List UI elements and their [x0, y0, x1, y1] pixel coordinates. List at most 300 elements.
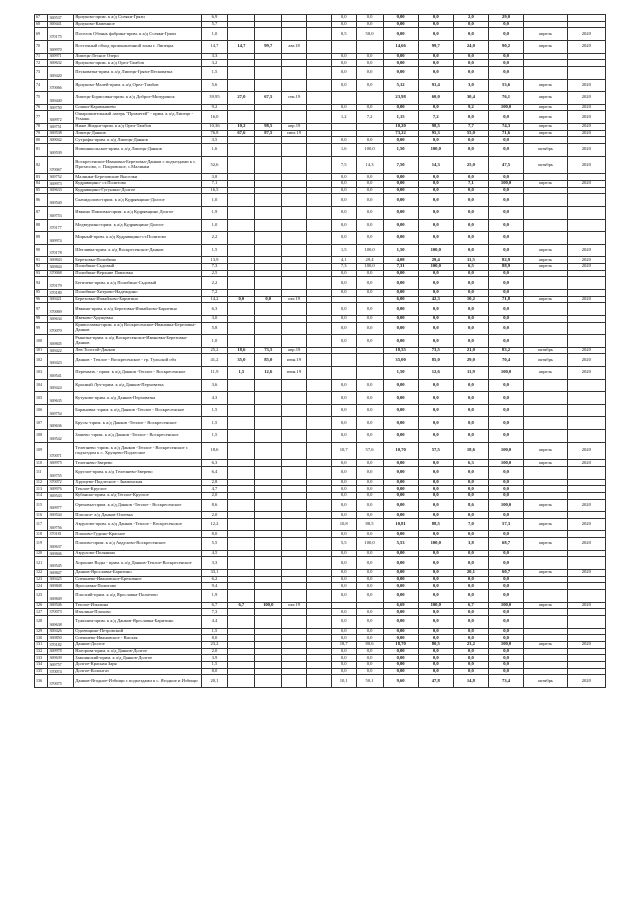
- value-g2: 29,0: [453, 354, 488, 367]
- value-d1: [228, 518, 255, 531]
- plan-year: [567, 628, 605, 635]
- road-code: 369847: [48, 570, 74, 577]
- value-g2: 0,0: [453, 466, 488, 479]
- value-f1: 0,0: [356, 531, 383, 538]
- row-number: 119: [35, 538, 48, 551]
- table-row: [35, 40, 606, 53]
- value-g1: 95,3: [418, 130, 453, 137]
- road-code: 370069: [48, 303, 74, 316]
- plan-year: 2020: [567, 104, 605, 111]
- value-f2: 0,00: [383, 466, 418, 479]
- road-code: 369539: [48, 144, 74, 157]
- value-h: 0,0: [488, 137, 523, 144]
- value-g2: 0,0: [453, 531, 488, 538]
- value-e2: 0,0: [331, 232, 356, 245]
- value-d2: 73,5: [255, 347, 282, 354]
- value-e2: 0,0: [331, 668, 356, 675]
- value-h: 76,1: [488, 92, 523, 105]
- road-code: 369844: [48, 263, 74, 270]
- value-g1: 0,0: [418, 335, 453, 348]
- row-number: 94: [35, 277, 48, 290]
- value-d1: [228, 417, 255, 430]
- value-f2: 0,00: [383, 335, 418, 348]
- value-d2: [255, 187, 282, 194]
- road-length: 9,2: [201, 104, 228, 111]
- road-length: 3,3: [201, 53, 228, 60]
- value-g2: 0,0: [453, 219, 488, 232]
- road-code: 369971: [48, 53, 74, 60]
- value-g2: 0,0: [453, 609, 488, 616]
- value-e1: [307, 512, 332, 519]
- value-f1: 0,0: [356, 219, 383, 232]
- table-row: [35, 244, 606, 257]
- value-h: 53,6: [488, 79, 523, 92]
- table-row: [35, 628, 606, 635]
- repair-date: [282, 263, 307, 270]
- value-f1: 0,0: [356, 15, 383, 22]
- value-f1: 14,3: [356, 156, 383, 174]
- value-h: 0,0: [488, 616, 523, 629]
- value-f1: 0,0: [356, 137, 383, 144]
- value-g1: 0,0: [418, 616, 453, 629]
- table-row: [35, 206, 606, 219]
- value-e1: [307, 662, 332, 669]
- value-g1: 0,0: [418, 550, 453, 557]
- value-e2: 0,0: [331, 583, 356, 590]
- road-code: 369421: [48, 296, 74, 303]
- road-length: 6,3: [201, 303, 228, 316]
- road-code: 369545: [48, 557, 74, 570]
- road-name: Полибино-Хитрово-Надеждино: [74, 289, 201, 296]
- value-g2: 0,0: [453, 404, 488, 417]
- value-h: 83,2: [488, 347, 523, 354]
- repair-date: [282, 144, 307, 157]
- row-number: 99: [35, 322, 48, 335]
- value-d1: [228, 486, 255, 493]
- value-e1: [307, 379, 332, 392]
- value-g2: 0,0: [453, 66, 488, 79]
- table-row: [35, 492, 606, 499]
- road-name: Замоянский-прим. к а/д Данков-Долгое: [74, 655, 201, 662]
- road-length: 9,4: [201, 583, 228, 590]
- row-number: 124: [35, 583, 48, 590]
- plan-month: [524, 430, 567, 443]
- value-g2: 14,8: [453, 675, 488, 688]
- plan-month: [524, 392, 567, 405]
- value-e1: [307, 642, 332, 649]
- repair-date: сен.19: [282, 92, 307, 105]
- value-g1: 0,0: [418, 668, 453, 675]
- table-row: [35, 144, 606, 157]
- road-code: 369972: [48, 111, 74, 124]
- value-d2: [255, 662, 282, 669]
- table-row: [35, 347, 606, 354]
- road-length: 14,2: [201, 296, 228, 303]
- repair-date: [282, 486, 307, 493]
- value-e1: [307, 322, 332, 335]
- value-g2: 0,0: [453, 583, 488, 590]
- value-g2: 10,2: [453, 296, 488, 303]
- value-d1: [228, 137, 255, 144]
- plan-month: [524, 486, 567, 493]
- value-e2: 0,0: [331, 576, 356, 583]
- repair-date: [282, 655, 307, 662]
- plan-month: апрель: [524, 257, 567, 264]
- value-e1: [307, 347, 332, 354]
- value-e2: 18,7: [331, 642, 356, 649]
- value-d1: 0,0: [228, 296, 255, 303]
- plan-year: [567, 335, 605, 348]
- repair-date: [282, 675, 307, 688]
- table-row: [35, 263, 606, 270]
- table-row: [35, 609, 606, 616]
- repair-date: [282, 219, 307, 232]
- plan-year: [567, 315, 605, 322]
- value-d2: [255, 21, 282, 28]
- row-number: 129: [35, 628, 48, 635]
- value-f2: 0,00: [383, 499, 418, 512]
- value-h: 0,0: [488, 628, 523, 635]
- value-e2: 1,6: [331, 144, 356, 157]
- road-length: 7,3: [201, 263, 228, 270]
- row-number: 116: [35, 512, 48, 519]
- plan-month: [524, 15, 567, 22]
- row-number: 67: [35, 15, 48, 22]
- value-g2: 0,0: [453, 417, 488, 430]
- table-row: [35, 550, 606, 557]
- row-number: 98: [35, 315, 48, 322]
- road-length: 3,9: [201, 655, 228, 662]
- value-e1: [307, 609, 332, 616]
- road-length: 2,2: [201, 232, 228, 245]
- value-e1: [307, 392, 332, 405]
- plan-month: [524, 60, 567, 67]
- value-d2: [255, 263, 282, 270]
- repair-date: [282, 590, 307, 603]
- table-row: [35, 538, 606, 551]
- value-f2: 0,00: [383, 104, 418, 111]
- value-h: 29,0: [488, 15, 523, 22]
- value-d2: [255, 466, 282, 479]
- road-length: 3,8: [201, 174, 228, 181]
- value-e1: [307, 194, 332, 207]
- value-f1: [356, 347, 383, 354]
- value-e2: 0,0: [331, 417, 356, 430]
- value-g2: 0,0: [453, 486, 488, 493]
- plan-month: апрель: [524, 296, 567, 303]
- value-h: 0,0: [488, 417, 523, 430]
- value-g1: 0,0: [418, 590, 453, 603]
- plan-month: апрель: [524, 28, 567, 41]
- value-e2: [331, 296, 356, 303]
- plan-month: [524, 187, 567, 194]
- repair-date: [282, 79, 307, 92]
- value-g2: 0,0: [453, 277, 488, 290]
- road-length: 8,0: [201, 635, 228, 642]
- plan-year: [567, 187, 605, 194]
- value-d2: 85,0: [255, 354, 282, 367]
- value-d2: [255, 137, 282, 144]
- value-h: 0,0: [488, 531, 523, 538]
- plan-month: апрель: [524, 79, 567, 92]
- value-e2: 0,0: [331, 460, 356, 467]
- road-name: Долгое-Красная Заря: [74, 662, 201, 669]
- value-f1: 0,0: [356, 486, 383, 493]
- value-g2: 0,0: [453, 576, 488, 583]
- road-code: 370067: [48, 156, 74, 174]
- value-d1: [228, 53, 255, 60]
- row-number: 125: [35, 590, 48, 603]
- value-g1: 0,0: [418, 430, 453, 443]
- value-e1: [307, 430, 332, 443]
- road-code: 369752: [48, 174, 74, 181]
- repair-date: [282, 15, 307, 22]
- road-code: 369755: [48, 466, 74, 479]
- repair-date: [282, 180, 307, 187]
- value-g2: 0,0: [453, 137, 488, 144]
- road-repair-table: [34, 14, 606, 688]
- road-length: 2,0: [201, 512, 228, 519]
- road-name: Круглое-прим. к а/д Телепнево-Зверево: [74, 466, 201, 479]
- value-g1: 0,0: [418, 53, 453, 60]
- row-number: 115: [35, 499, 48, 512]
- repair-date: [282, 499, 307, 512]
- road-code: 369849: [48, 590, 74, 603]
- value-f1: [356, 602, 383, 609]
- repair-date: [282, 322, 307, 335]
- plan-year: [567, 379, 605, 392]
- road-length: 1,5: [201, 662, 228, 669]
- repair-date: июн.19: [282, 354, 307, 367]
- row-number: 100: [35, 335, 48, 348]
- value-d1: [228, 668, 255, 675]
- value-e2: 0,0: [331, 404, 356, 417]
- value-h: 100,0: [488, 642, 523, 649]
- value-g1: 0,0: [418, 277, 453, 290]
- plan-month: апрель: [524, 602, 567, 609]
- value-e1: [307, 486, 332, 493]
- value-d2: [255, 492, 282, 499]
- plan-month: [524, 404, 567, 417]
- road-code: 370178: [48, 244, 74, 257]
- plan-year: [567, 512, 605, 519]
- value-e1: [307, 79, 332, 92]
- value-f2: 0,00: [383, 194, 418, 207]
- value-f1: 0,0: [356, 315, 383, 322]
- plan-month: апрель: [524, 460, 567, 467]
- value-d1: [228, 430, 255, 443]
- value-d2: [255, 417, 282, 430]
- table-row: [35, 187, 606, 194]
- road-code: 369440: [48, 92, 74, 105]
- value-f2: 7,31: [383, 263, 418, 270]
- road-code: 370175: [48, 28, 74, 41]
- value-f2: 10,81: [383, 518, 418, 531]
- plan-month: [524, 628, 567, 635]
- value-g1: 100,0: [418, 538, 453, 551]
- road-name: Медведчино-прим. к а/д Кудрявщино-Долгое: [74, 219, 201, 232]
- value-g2: 7,7: [453, 124, 488, 131]
- value-d1: [228, 66, 255, 79]
- repair-date: [282, 479, 307, 486]
- value-e2: 0,0: [331, 270, 356, 277]
- value-f1: 0,0: [356, 379, 383, 392]
- value-f2: 0,00: [383, 550, 418, 557]
- value-e1: [307, 602, 332, 609]
- row-number: 131: [35, 642, 48, 649]
- table-row: [35, 417, 606, 430]
- value-f1: 0,0: [356, 668, 383, 675]
- road-length: 1,5: [201, 430, 228, 443]
- value-d2: [255, 518, 282, 531]
- table-row: [35, 655, 606, 662]
- plan-month: [524, 379, 567, 392]
- value-d2: [255, 335, 282, 348]
- value-f2: 6,00: [383, 296, 418, 303]
- road-code: 369538: [48, 130, 74, 137]
- value-h: 0,0: [488, 590, 523, 603]
- value-g1: 0,0: [418, 417, 453, 430]
- plan-month: [524, 648, 567, 655]
- plan-year: [567, 635, 605, 642]
- value-d2: [255, 379, 282, 392]
- table-row: [35, 367, 606, 380]
- road-name: Скачидолово-прим. к а/д Кудрявщино-Долгое: [74, 194, 201, 207]
- row-number: 93: [35, 270, 48, 277]
- plan-year: [567, 466, 605, 479]
- value-g1: 91,4: [418, 79, 453, 92]
- repair-date: [282, 576, 307, 583]
- table-row: [35, 602, 606, 609]
- value-e1: [307, 570, 332, 577]
- value-d2: [255, 648, 282, 655]
- repair-date: [282, 289, 307, 296]
- table-row: [35, 499, 606, 512]
- plan-month: [524, 289, 567, 296]
- plan-month: [524, 590, 567, 603]
- value-g2: 18,6: [453, 442, 488, 460]
- road-name: Телепнево-Зверево: [74, 460, 201, 467]
- value-g1: 0,0: [418, 206, 453, 219]
- value-h: 0,0: [488, 576, 523, 583]
- plan-year: 2020: [567, 518, 605, 531]
- plan-month: [524, 668, 567, 675]
- value-d1: [228, 206, 255, 219]
- plan-year: 2020: [567, 111, 605, 124]
- value-e2: 0,0: [331, 392, 356, 405]
- value-g2: 0,0: [453, 111, 488, 124]
- road-length: 3,0: [201, 315, 228, 322]
- value-g1: 0,0: [418, 315, 453, 322]
- value-h: 100,0: [488, 499, 523, 512]
- value-f2: 0,00: [383, 648, 418, 655]
- value-e1: [307, 289, 332, 296]
- plan-year: [567, 668, 605, 675]
- plan-month: [524, 277, 567, 290]
- road-length: 5,7: [201, 21, 228, 28]
- value-e1: [307, 655, 332, 662]
- value-g1: 0,0: [418, 187, 453, 194]
- value-f2: 0,00: [383, 668, 418, 675]
- road-name: Плахово-Гудино-Красное: [74, 531, 201, 538]
- value-f1: 0,0: [356, 404, 383, 417]
- value-d1: [228, 557, 255, 570]
- value-f2: 0,00: [383, 662, 418, 669]
- value-f2: 0,00: [383, 15, 418, 22]
- value-e1: [307, 124, 332, 131]
- road-name: Теплое-Изылина: [74, 602, 201, 609]
- road-length: 1,5: [201, 66, 228, 79]
- value-e2: 0,0: [331, 303, 356, 316]
- value-e1: [307, 277, 332, 290]
- value-d1: [228, 15, 255, 22]
- row-number: 122: [35, 570, 48, 577]
- value-f1: [356, 354, 383, 367]
- road-length: 1,9: [201, 206, 228, 219]
- road-code: 370066: [48, 79, 74, 92]
- value-g1: 0,0: [418, 648, 453, 655]
- plan-month: [524, 219, 567, 232]
- value-g2: 0,0: [453, 28, 488, 41]
- value-h: 82,9: [488, 257, 523, 264]
- value-e1: [307, 232, 332, 245]
- value-f1: 0,0: [356, 194, 383, 207]
- plan-year: [567, 322, 605, 335]
- value-e1: [307, 270, 332, 277]
- value-f2: 0,00: [383, 187, 418, 194]
- repair-date: [282, 206, 307, 219]
- road-name: Данков - Теплое - Воскресенское - гр. Тульской обл: [74, 354, 201, 367]
- repair-date: [282, 315, 307, 322]
- value-d1: 6,7: [228, 602, 255, 609]
- row-number: 97: [35, 303, 48, 316]
- plan-month: апрель: [524, 104, 567, 111]
- value-f1: 0,0: [356, 53, 383, 60]
- value-g2: 23,2: [453, 642, 488, 649]
- road-code: 369978: [48, 648, 74, 655]
- plan-year: [567, 21, 605, 28]
- road-name: Березовка-Измайлово-Баритино: [74, 296, 201, 303]
- value-d1: [228, 303, 255, 316]
- road-code: 369638: [48, 616, 74, 629]
- value-h: 0,0: [488, 392, 523, 405]
- value-d1: [228, 570, 255, 577]
- plan-month: [524, 609, 567, 616]
- row-number: 82: [35, 156, 48, 174]
- value-d1: [228, 257, 255, 264]
- value-e1: [307, 518, 332, 531]
- value-f1: 0,0: [356, 206, 383, 219]
- row-number: 133: [35, 655, 48, 662]
- plan-month: апрель: [524, 538, 567, 551]
- repair-date: [282, 583, 307, 590]
- road-length: 16,0: [201, 111, 228, 124]
- value-e2: 0,0: [331, 206, 356, 219]
- plan-month: [524, 174, 567, 181]
- value-e1: [307, 244, 332, 257]
- road-code: 369042: [48, 137, 74, 144]
- value-g2: 0,0: [453, 270, 488, 277]
- value-d2: 87,5: [255, 130, 282, 137]
- road-code: 369424: [48, 379, 74, 392]
- repair-date: [282, 466, 307, 479]
- value-g1: 0,0: [418, 583, 453, 590]
- value-d2: [255, 430, 282, 443]
- value-e2: 0,0: [331, 21, 356, 28]
- row-number: 81: [35, 144, 48, 157]
- plan-year: 2020: [567, 642, 605, 649]
- row-number: 77: [35, 111, 48, 124]
